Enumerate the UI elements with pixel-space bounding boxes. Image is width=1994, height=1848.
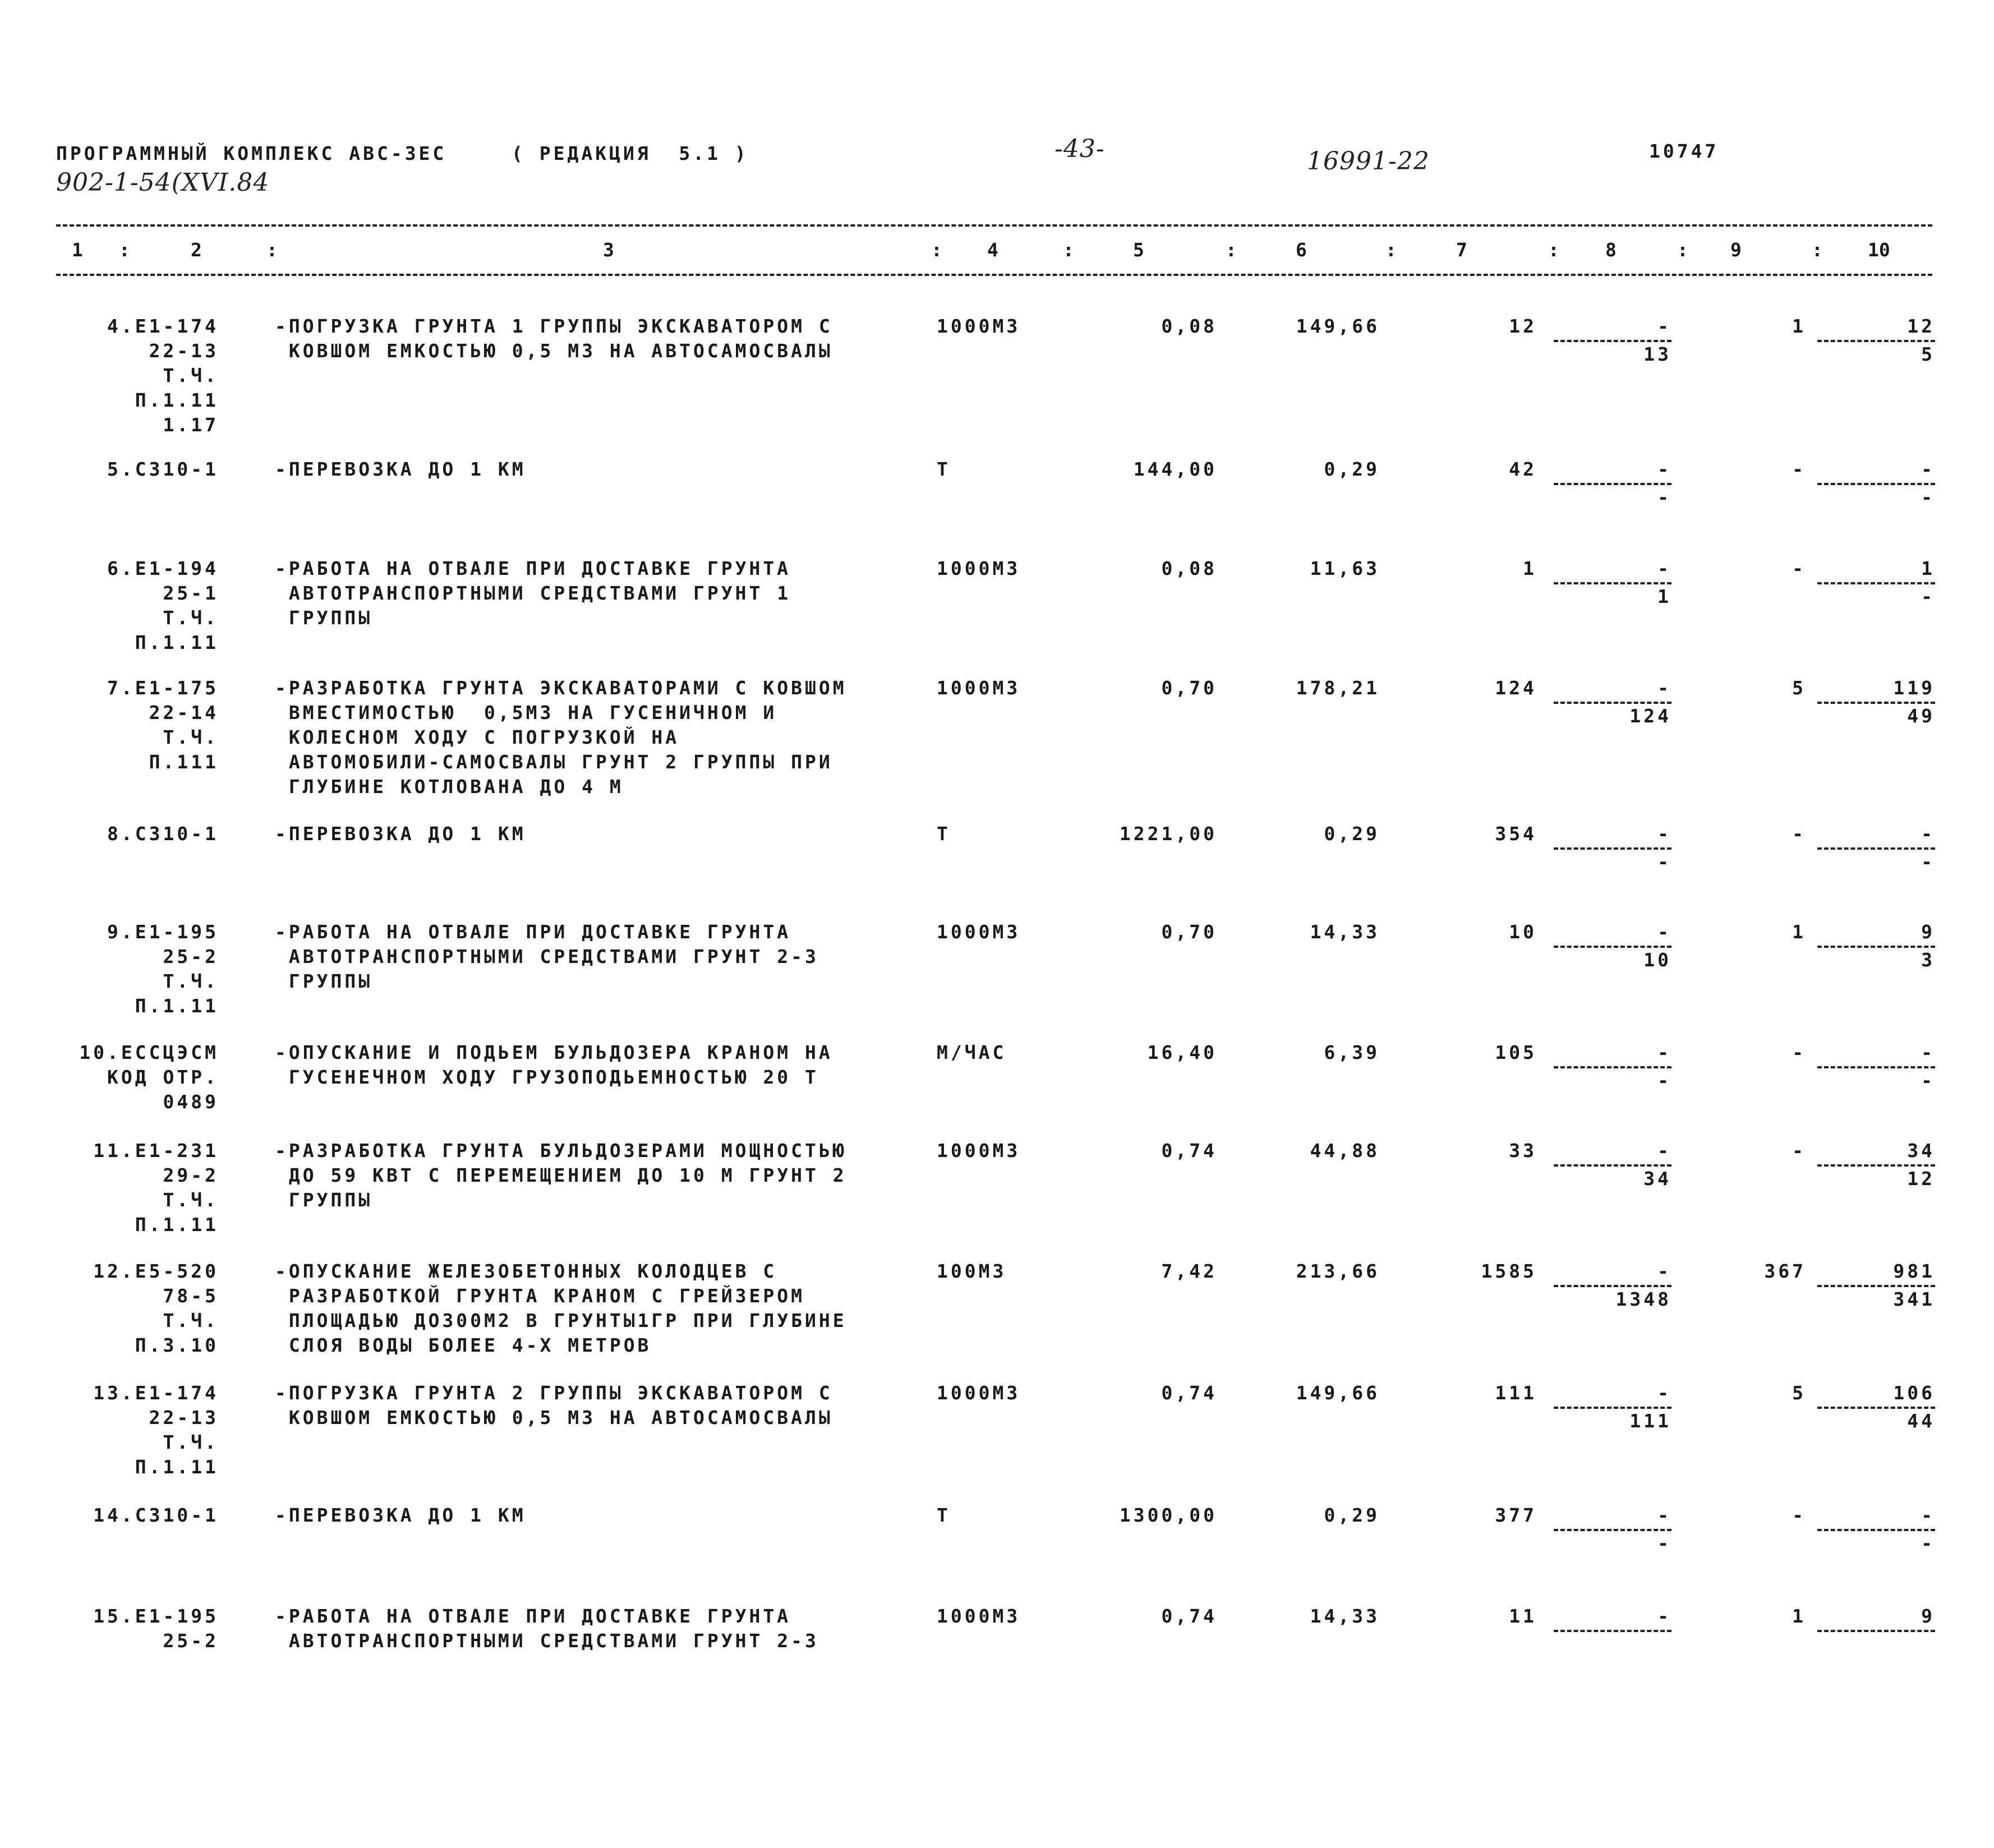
row-col8 xyxy=(1554,1503,1671,1556)
row-col10 xyxy=(1817,556,1935,609)
header-bottom-rule xyxy=(56,274,1932,276)
col-head-5: 5 xyxy=(1133,239,1144,261)
row-unit-price: 14,33 xyxy=(1310,1605,1380,1627)
row-unit-price: 0,29 xyxy=(1324,823,1380,845)
row-col8-denominator: 13 xyxy=(1643,343,1671,365)
row-description: -РАЗРАБОТКА ГРУНТА ЭКСКАВАТОРАМИ С КОВШОМ ВМЕСТИМОСТЬЮ 0,5М3 НА ГУСЕНИЧНОМ И КОЛЕСНОМ ХОДУ С ПОГРУЗКОЙ НА АВТОМОБИЛИ-САМОСВАЛЫ ГРУНТ 2 ГРУППЫ ПРИ ГЛУБИНЕ КОТЛОВАНА ДО 4 М xyxy=(275,677,847,798)
row-col9: 367 xyxy=(1764,1260,1806,1282)
row-col8-denominator: 1 xyxy=(1657,586,1671,607)
row-code: 10.ЕССЦЭСМ КОД ОТР. 0489 xyxy=(79,1041,219,1113)
row-total: 354 xyxy=(1495,823,1537,845)
row-code: 11.Е1-231 29-2 Т.Ч. П.1.11 xyxy=(93,1140,219,1236)
row-code: 12.Е5-520 78-5 Т.Ч. П.3.10 xyxy=(93,1260,219,1356)
col-head-10: 10 xyxy=(1868,239,1890,261)
row-total: 10 xyxy=(1509,921,1537,943)
row-col8-numerator: - xyxy=(1657,1041,1671,1063)
col-head-4: 4 xyxy=(987,239,998,261)
row-col9: 5 xyxy=(1792,1382,1806,1404)
row-col10-numerator: 34 xyxy=(1907,1140,1935,1162)
row-total: 111 xyxy=(1495,1382,1537,1404)
row-unit-price: 178,21 xyxy=(1296,677,1380,699)
row-unit: 1000М3 xyxy=(937,557,1021,579)
row-quantity: 144,00 xyxy=(1133,458,1217,480)
row-quantity: 0,70 xyxy=(1161,677,1217,699)
row-col8 xyxy=(1554,1040,1671,1093)
row-unit-price: 149,66 xyxy=(1296,1382,1380,1404)
col-separator: : xyxy=(266,239,278,261)
row-description: -ОПУСКАНИЕ И ПОДЬЕМ БУЛЬДОЗЕРА КРАНОМ НА ГУСЕНЕЧНОМ ХОДУ ГРУЗОПОДЬЕМНОСТЬЮ 20 Т xyxy=(275,1041,833,1088)
row-col8 xyxy=(1554,1381,1671,1434)
row-col9: - xyxy=(1792,458,1806,480)
row-col10 xyxy=(1817,676,1935,729)
row-unit: 1000М3 xyxy=(937,921,1021,943)
row-total: 1 xyxy=(1523,557,1537,579)
row-code: 4.Е1-174 22-13 Т.Ч. П.1.11 1.17 xyxy=(107,315,219,436)
row-col10 xyxy=(1817,822,1935,874)
row-description: -РАБОТА НА ОТВАЛЕ ПРИ ДОСТАВКЕ ГРУНТА АВТОТРАНСПОРТНЫМИ СРЕДСТВАМИ ГРУНТ 2-3 ГРУППЫ xyxy=(275,921,819,992)
row-quantity: 1300,00 xyxy=(1119,1504,1217,1526)
row-col8-denominator: - xyxy=(1657,486,1671,508)
row-col8-numerator: - xyxy=(1657,1260,1671,1282)
row-col9: - xyxy=(1792,1041,1806,1063)
row-col10 xyxy=(1817,1604,1935,1657)
row-col8 xyxy=(1554,314,1671,367)
row-total: 1585 xyxy=(1481,1260,1537,1282)
row-col8 xyxy=(1554,1139,1671,1191)
row-description: -ОПУСКАНИЕ ЖЕЛЕЗОБЕТОННЫХ КОЛОДЦЕВ С РАЗРАБОТКОЙ ГРУНТА КРАНОМ С ГРЕЙЗЕРОМ ПЛОЩАДЬЮ ДО300М2 В ГРУНТЫ1ГР ПРИ ГЛУБИНЕ СЛОЯ ВОДЫ БОЛЕЕ 4-Х МЕТРОВ xyxy=(275,1260,847,1356)
col-separator: : xyxy=(1548,239,1559,261)
handwritten-subtitle: 902-1-54(XVI.84 xyxy=(56,168,270,197)
col-separator: : xyxy=(1385,239,1397,261)
row-total: 42 xyxy=(1509,458,1537,480)
row-col8-numerator: - xyxy=(1657,677,1671,699)
project-code: 16991-22 xyxy=(1307,147,1430,176)
row-description: -ПОГРУЗКА ГРУНТА 2 ГРУППЫ ЭКСКАВАТОРОМ С КОВШОМ ЕМКОСТЬЮ 0,5 М3 НА АВТОСАМОСВАЛЫ xyxy=(275,1382,833,1428)
row-col10-numerator: - xyxy=(1921,1504,1935,1526)
row-quantity: 0,08 xyxy=(1161,557,1217,579)
row-col10 xyxy=(1817,1139,1935,1191)
row-code: 14.С310-1 xyxy=(93,1504,219,1526)
row-unit-price: 0,29 xyxy=(1324,1504,1380,1526)
row-col8-numerator: - xyxy=(1657,1382,1671,1404)
row-col8-numerator: - xyxy=(1657,1504,1671,1526)
row-col10-denominator: 3 xyxy=(1921,949,1935,971)
row-code: 13.Е1-174 22-13 Т.Ч. П.1.11 xyxy=(93,1382,219,1478)
col-separator: : xyxy=(119,239,130,261)
row-col10-numerator: 981 xyxy=(1893,1260,1935,1282)
row-col10-denominator: - xyxy=(1921,586,1935,607)
row-col8-denominator: 111 xyxy=(1629,1410,1671,1432)
row-col10-numerator: 106 xyxy=(1893,1382,1935,1404)
row-description: -РАБОТА НА ОТВАЛЕ ПРИ ДОСТАВКЕ ГРУНТА АВТОТРАНСПОРТНЫМИ СРЕДСТВАМИ ГРУНТ 2-3 xyxy=(275,1605,819,1652)
row-col9: - xyxy=(1792,1140,1806,1162)
row-col10 xyxy=(1817,1381,1935,1434)
row-col8-denominator: 124 xyxy=(1629,705,1671,727)
row-col10 xyxy=(1817,1259,1935,1312)
row-col8-denominator: - xyxy=(1657,1070,1671,1091)
row-col10-numerator: - xyxy=(1921,458,1935,480)
row-col8-denominator: 1348 xyxy=(1615,1288,1671,1310)
row-col9: 1 xyxy=(1792,921,1806,943)
row-unit: Т xyxy=(937,1504,951,1526)
row-col10-denominator: 44 xyxy=(1907,1410,1935,1432)
row-unit: 1000М3 xyxy=(937,1605,1021,1627)
row-unit: М/ЧАС xyxy=(937,1041,1007,1063)
row-quantity: 0,74 xyxy=(1161,1605,1217,1627)
row-col10-numerator: 9 xyxy=(1921,921,1935,943)
row-description: -РАЗРАБОТКА ГРУНТА БУЛЬДОЗЕРАМИ МОЩНОСТЬЮ ДО 59 КВТ С ПЕРЕМЕЩЕНИЕМ ДО 10 М ГРУНТ 2 ГРУППЫ xyxy=(275,1140,847,1211)
row-col9: 1 xyxy=(1792,315,1806,337)
row-code: 6.Е1-194 25-1 Т.Ч. П.1.11 xyxy=(107,557,219,653)
row-col10 xyxy=(1817,920,1935,973)
row-col8 xyxy=(1554,822,1671,874)
row-col9: 1 xyxy=(1792,1605,1806,1627)
row-col8-numerator: - xyxy=(1657,1605,1671,1627)
row-code: 9.Е1-195 25-2 Т.Ч. П.1.11 xyxy=(107,921,219,1017)
row-quantity: 0,70 xyxy=(1161,921,1217,943)
row-code: 15.Е1-195 25-2 xyxy=(93,1605,219,1652)
row-description: -ПОГРУЗКА ГРУНТА 1 ГРУППЫ ЭКСКАВАТОРОМ С КОВШОМ ЕМКОСТЬЮ 0,5 М3 НА АВТОСАМОСВАЛЫ xyxy=(275,315,833,362)
row-col8-numerator: - xyxy=(1657,921,1671,943)
row-col8-denominator: - xyxy=(1657,851,1671,873)
row-col9: - xyxy=(1792,1504,1806,1526)
row-col10-denominator: - xyxy=(1921,1532,1935,1554)
col-head-9: 9 xyxy=(1730,239,1742,261)
row-unit-price: 0,29 xyxy=(1324,458,1380,480)
program-name: ПРОГРАММНЫЙ КОМПЛЕКС АВС-3ЕС xyxy=(56,142,447,164)
row-code: 5.С310-1 xyxy=(107,458,219,480)
page-number: -43- xyxy=(1054,135,1105,163)
row-unit: 1000М3 xyxy=(937,677,1021,699)
row-unit: 1000М3 xyxy=(937,315,1021,337)
col-separator: : xyxy=(1812,239,1823,261)
row-col8 xyxy=(1554,556,1671,609)
row-col10 xyxy=(1817,457,1935,510)
row-quantity: 1221,00 xyxy=(1119,823,1217,845)
row-code: 7.Е1-175 22-14 Т.Ч. П.111 xyxy=(107,677,219,773)
row-col9: - xyxy=(1792,823,1806,845)
row-col10 xyxy=(1817,1040,1935,1093)
row-col10-denominator: - xyxy=(1921,486,1935,508)
row-unit-price: 6,39 xyxy=(1324,1041,1380,1063)
row-col8 xyxy=(1554,457,1671,510)
row-description: -ПЕРЕВОЗКА ДО 1 КМ xyxy=(275,823,526,845)
row-code: 8.С310-1 xyxy=(107,823,219,845)
row-col10-denominator: 5 xyxy=(1921,343,1935,365)
row-total: 11 xyxy=(1509,1605,1537,1627)
col-head-1: 1 xyxy=(72,239,83,261)
row-description: -РАБОТА НА ОТВАЛЕ ПРИ ДОСТАВКЕ ГРУНТА АВТОТРАНСПОРТНЫМИ СРЕДСТВАМИ ГРУНТ 1 ГРУППЫ xyxy=(275,557,791,629)
row-total: 124 xyxy=(1495,677,1537,699)
row-total: 33 xyxy=(1509,1140,1537,1162)
row-col8-denominator: 34 xyxy=(1643,1168,1671,1190)
row-col10-numerator: - xyxy=(1921,823,1935,845)
row-col10-denominator xyxy=(1817,1632,1935,1657)
row-total: 377 xyxy=(1495,1504,1537,1526)
row-col10 xyxy=(1817,1503,1935,1556)
row-col8-denominator: 10 xyxy=(1643,949,1671,971)
col-separator: : xyxy=(1226,239,1237,261)
row-quantity: 0,74 xyxy=(1161,1382,1217,1404)
row-unit-price: 11,63 xyxy=(1310,557,1380,579)
row-unit-price: 44,88 xyxy=(1310,1140,1380,1162)
row-quantity: 0,08 xyxy=(1161,315,1217,337)
row-unit-price: 149,66 xyxy=(1296,315,1380,337)
col-separator: : xyxy=(931,239,942,261)
row-col8 xyxy=(1554,1604,1671,1657)
row-col8 xyxy=(1554,920,1671,973)
row-col10 xyxy=(1817,314,1935,367)
col-separator: : xyxy=(1677,239,1688,261)
row-col10-denominator: - xyxy=(1921,851,1935,873)
row-col8-numerator: - xyxy=(1657,823,1671,845)
row-col10-denominator: - xyxy=(1921,1070,1935,1091)
row-col10-denominator: 341 xyxy=(1893,1288,1935,1310)
document-number: 10747 xyxy=(1649,140,1719,162)
row-col8-numerator: - xyxy=(1657,1140,1671,1162)
row-col8-numerator: - xyxy=(1657,315,1671,337)
row-col9: 5 xyxy=(1792,677,1806,699)
row-col10-denominator: 12 xyxy=(1907,1168,1935,1190)
col-head-7: 7 xyxy=(1456,239,1467,261)
row-description: -ПЕРЕВОЗКА ДО 1 КМ xyxy=(275,1504,526,1526)
row-col10-numerator: 119 xyxy=(1893,677,1935,699)
edition-label: ( РЕДАКЦИЯ 5.1 ) xyxy=(512,142,749,164)
row-unit: 100М3 xyxy=(937,1260,1007,1282)
row-col10-numerator: 1 xyxy=(1921,557,1935,579)
col-head-6: 6 xyxy=(1296,239,1307,261)
row-col8-numerator: - xyxy=(1657,458,1671,480)
row-quantity: 0,74 xyxy=(1161,1140,1217,1162)
row-col10-numerator: - xyxy=(1921,1041,1935,1063)
col-head-3: 3 xyxy=(603,239,614,261)
row-total: 12 xyxy=(1509,315,1537,337)
row-col10-numerator: 12 xyxy=(1907,315,1935,337)
header-top-rule xyxy=(56,224,1932,227)
row-unit-price: 213,66 xyxy=(1296,1260,1380,1282)
row-unit: 1000М3 xyxy=(937,1382,1021,1404)
row-col8 xyxy=(1554,676,1671,729)
row-unit: Т xyxy=(937,823,951,845)
row-col8 xyxy=(1554,1259,1671,1312)
row-col10-numerator: 9 xyxy=(1921,1605,1935,1627)
row-col10-denominator: 49 xyxy=(1907,705,1935,727)
col-head-8: 8 xyxy=(1605,239,1617,261)
row-col8-denominator xyxy=(1554,1632,1671,1657)
row-total: 105 xyxy=(1495,1041,1537,1063)
col-head-2: 2 xyxy=(191,239,202,261)
row-unit-price: 14,33 xyxy=(1310,921,1380,943)
row-col9: - xyxy=(1792,557,1806,579)
row-description: -ПЕРЕВОЗКА ДО 1 КМ xyxy=(275,458,526,480)
row-col8-denominator: - xyxy=(1657,1532,1671,1554)
row-quantity: 7,42 xyxy=(1161,1260,1217,1282)
row-col8-numerator: - xyxy=(1657,557,1671,579)
col-separator: : xyxy=(1063,239,1074,261)
row-quantity: 16,40 xyxy=(1147,1041,1217,1063)
row-unit: 1000М3 xyxy=(937,1140,1021,1162)
row-unit: Т xyxy=(937,458,951,480)
